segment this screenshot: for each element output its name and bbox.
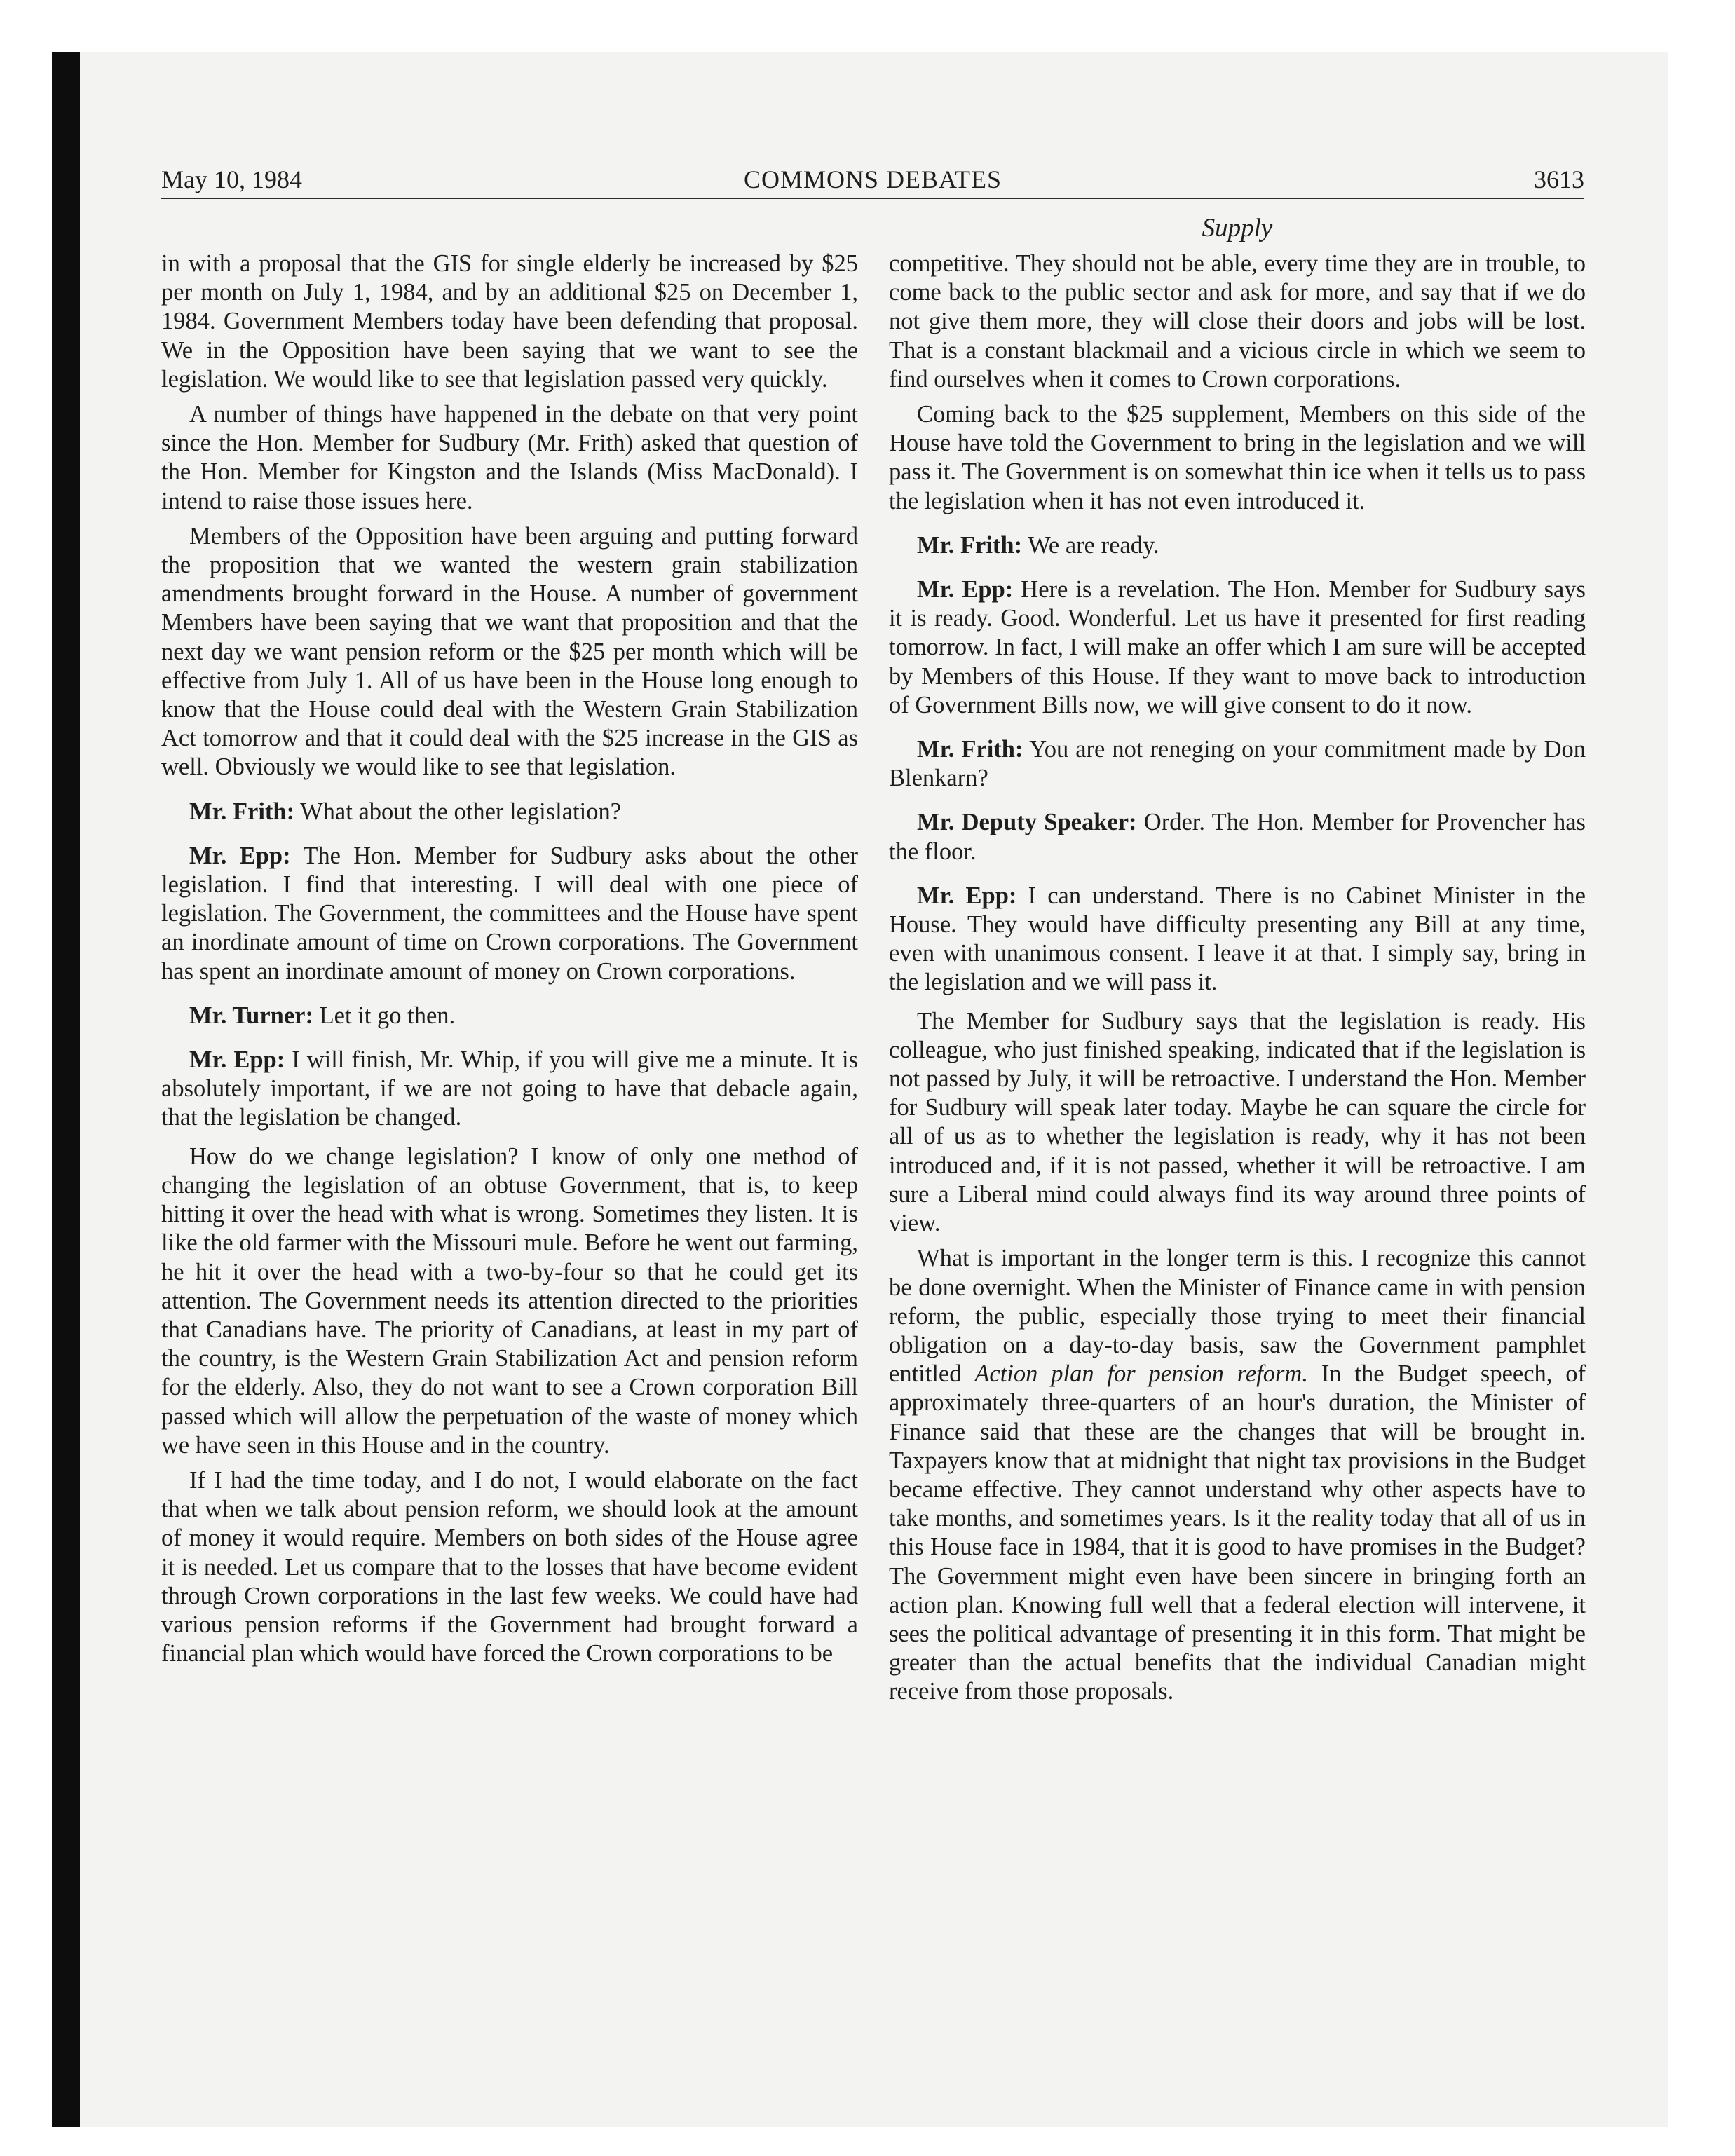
- speaker-name: Mr. Epp:: [917, 882, 1017, 909]
- paragraph: Coming back to the $25 supplement, Members on this side of the House have told the Government to bring in the legislation and we will pass it. The Government is on somewhat thin ice when it tells us to pass the legislation when it has not even introduced it.: [889, 401, 1586, 514]
- speech-turn: [889, 882, 1586, 997]
- header-title: COMMONS DEBATES: [743, 165, 1002, 193]
- paragraph: [889, 1244, 1586, 1706]
- speech-text: We are ready.: [1022, 531, 1159, 559]
- speaker-name: Mr. Frith:: [917, 531, 1023, 559]
- header-date: May 10, 1984: [161, 165, 302, 193]
- speech-turn: [889, 808, 1586, 866]
- paragraph: A number of things have happened in the debate on that very point since the Hon. Member for Sudbury (Mr. Frith) asked that question of the Hon. Member for Kingston and the Islands (Miss MacDonald). I intend to raise those issues here.: [161, 401, 858, 514]
- speaker-name: Mr. Epp:: [189, 1046, 285, 1074]
- speech-turn: [889, 575, 1586, 720]
- speaker-name: Mr. Epp:: [189, 842, 291, 869]
- speaker-name: Mr. Epp:: [917, 576, 1014, 603]
- paragraph-text: In the Budget speech, of approximately three-quarters of an hour's duration, the Minister of Finance said that these are the changes that will be brought in. Taxpayers know that at midnight that night tax provisions in the Budget became effective. They cannot understand why other aspects have to take months, and sometimes years. Is it the reality today that all of us in this House face in 1984, that it is good to have promises in the Budget? The Government might even have been sincere in bringing forth an action plan. Knowing full well that a federal election will intervene, it sees the political advantage of presenting it in this form. That might be greater than the actual benefits that the individual Canadian might receive from those proposals.: [889, 1360, 1586, 1705]
- paragraph: The Member for Sudbury says that the legislation is ready. His colleague, who just finished speaking, indicated that if the legislation is not passed by July, it will be retroactive. I understand the Hon. Member for Sudbury will speak later today. Maybe he can square the circle for all of us as to whether the legislation is ready, why it has not been introduced and, if it is not passed, whether it will be retroactive. I am sure a Liberal mind could always find its way around three points of view.: [889, 1007, 1586, 1237]
- right-column: [889, 250, 1586, 1713]
- speech-text: The Hon. Member for Sudbury asks about the other legislation. I find that interesting. I will deal with one piece of legislation. The Government, the committees and the House have spent an inordinate amount of time on Crown corporations. The Government has spent an inordinate amount of money on Crown corporations.: [161, 842, 858, 985]
- speaker-name: Mr. Frith:: [189, 798, 295, 825]
- speaker-name: Mr. Deputy Speaker:: [917, 809, 1137, 836]
- paragraph-text: What is important in the longer term is this. I recognize this cannot be done overnight. When the Minister of Finance came in with pension reform, the public, especially those trying to meet their financial obligation on a day-to-day basis, saw the Government pamphlet entitled: [889, 1245, 1586, 1388]
- paragraph: in with a proposal that the GIS for single elderly be increased by $25 per month on July 1, 1984, and by an additional $25 on December 1, 1984. Government Members today have been defending that proposal. We in the Opposition have been saying that we want to see the legislation. We would like to see that legislation passed very quickly.: [161, 250, 858, 393]
- speaker-name: Mr. Frith:: [917, 736, 1023, 763]
- speech-text: I can understand. There is no Cabinet Minister in the House. They would have difficulty presenting any Bill at any time, even with unanimous consent. I leave it at that. I simply say, bring in the legislation and we will pass it.: [889, 882, 1586, 996]
- paragraph: competitive. They should not be able, every time they are in trouble, to come back to the public sector and ask for more, and say that if we do not give them more, they will close their doors and jobs will be lost. That is a constant blackmail and a vicious circle in which we seem to find ourselves when it comes to Crown corporations.: [889, 250, 1586, 393]
- speech-turn: [161, 1046, 858, 1133]
- speech-text: You are not reneging on your commitment made by Don Blenkarn?: [889, 736, 1586, 792]
- speech-turn: [889, 735, 1586, 793]
- paragraph: Members of the Opposition have been arguing and putting forward the proposition that we wanted the western grain stabilization amendments brought forward in the House. A number of government Members have been saying that we want that proposition and that the next day we want pension reform or the $25 per month which will be effective from July 1. All of us have been in the House long enough to know that the House could deal with the Western Grain Stabilization Act tomorrow and that it could deal with the $25 increase in the GIS as well. Obviously we would like to see that legislation.: [161, 522, 858, 781]
- speech-text: Let it go then.: [313, 1002, 456, 1029]
- page-number: 3613: [1534, 165, 1584, 193]
- paragraph: If I had the time today, and I do not, I would elaborate on the fact that when we talk about pension reform, we should look at the amount of money it would require. Members on both sides of the House agree it is needed. Let us compare that to the losses that have become evident through Crown corporations in the last few weeks. We could have had various pension reforms if the Government had brought forward a financial plan which would have forced the Crown corporations to be: [161, 1466, 858, 1667]
- speech-turn: [889, 531, 1586, 560]
- running-header: [161, 165, 1584, 199]
- section-title: Supply: [1202, 214, 1273, 243]
- speech-turn: [161, 798, 858, 826]
- speech-text: What about the other legislation?: [294, 798, 622, 825]
- paragraph: How do we change legislation? I know of only one method of changing the legislation of an obtuse Government, that is, to keep hitting it over the head with what is wrong. Sometimes they listen. It is like the old farmer with the Missouri mule. Before he went out farming, he hit it over the head with a two-by-four so that he could get its attention. The Government needs its attention directed to the priorities that Canadians have. The priority of Canadians, at least in my part of the country, is the Western Grain Stabilization Act and pension reform for the elderly. Also, they do not want to see a Crown corporation Bill passed which will allow the perpetuation of the waste of money which we have seen in this House and in the country.: [161, 1142, 858, 1459]
- speech-text: I will finish, Mr. Whip, if you will give me a minute. It is absolutely important, if we are not going to have that debacle again, that the legislation be changed.: [161, 1046, 858, 1131]
- speech-text: Here is a revelation. The Hon. Member for Sudbury says it is ready. Good. Wonderful. Let us have it presented for first reading tomorrow. In fact, I will make an offer which I am sure will be accepted by Members of this House. If they want to move back to introduction of Government Bills now, we will give consent to do it now.: [889, 576, 1586, 718]
- pamphlet-title: Action plan for pension reform.: [974, 1360, 1308, 1388]
- left-column: [161, 250, 858, 1674]
- speech-turn: [161, 1002, 858, 1030]
- scan-border: [52, 52, 80, 2127]
- speaker-name: Mr. Turner:: [189, 1002, 313, 1029]
- speech-turn: [161, 842, 858, 986]
- speech-text: Order. The Hon. Member for Provencher has the floor.: [889, 809, 1586, 865]
